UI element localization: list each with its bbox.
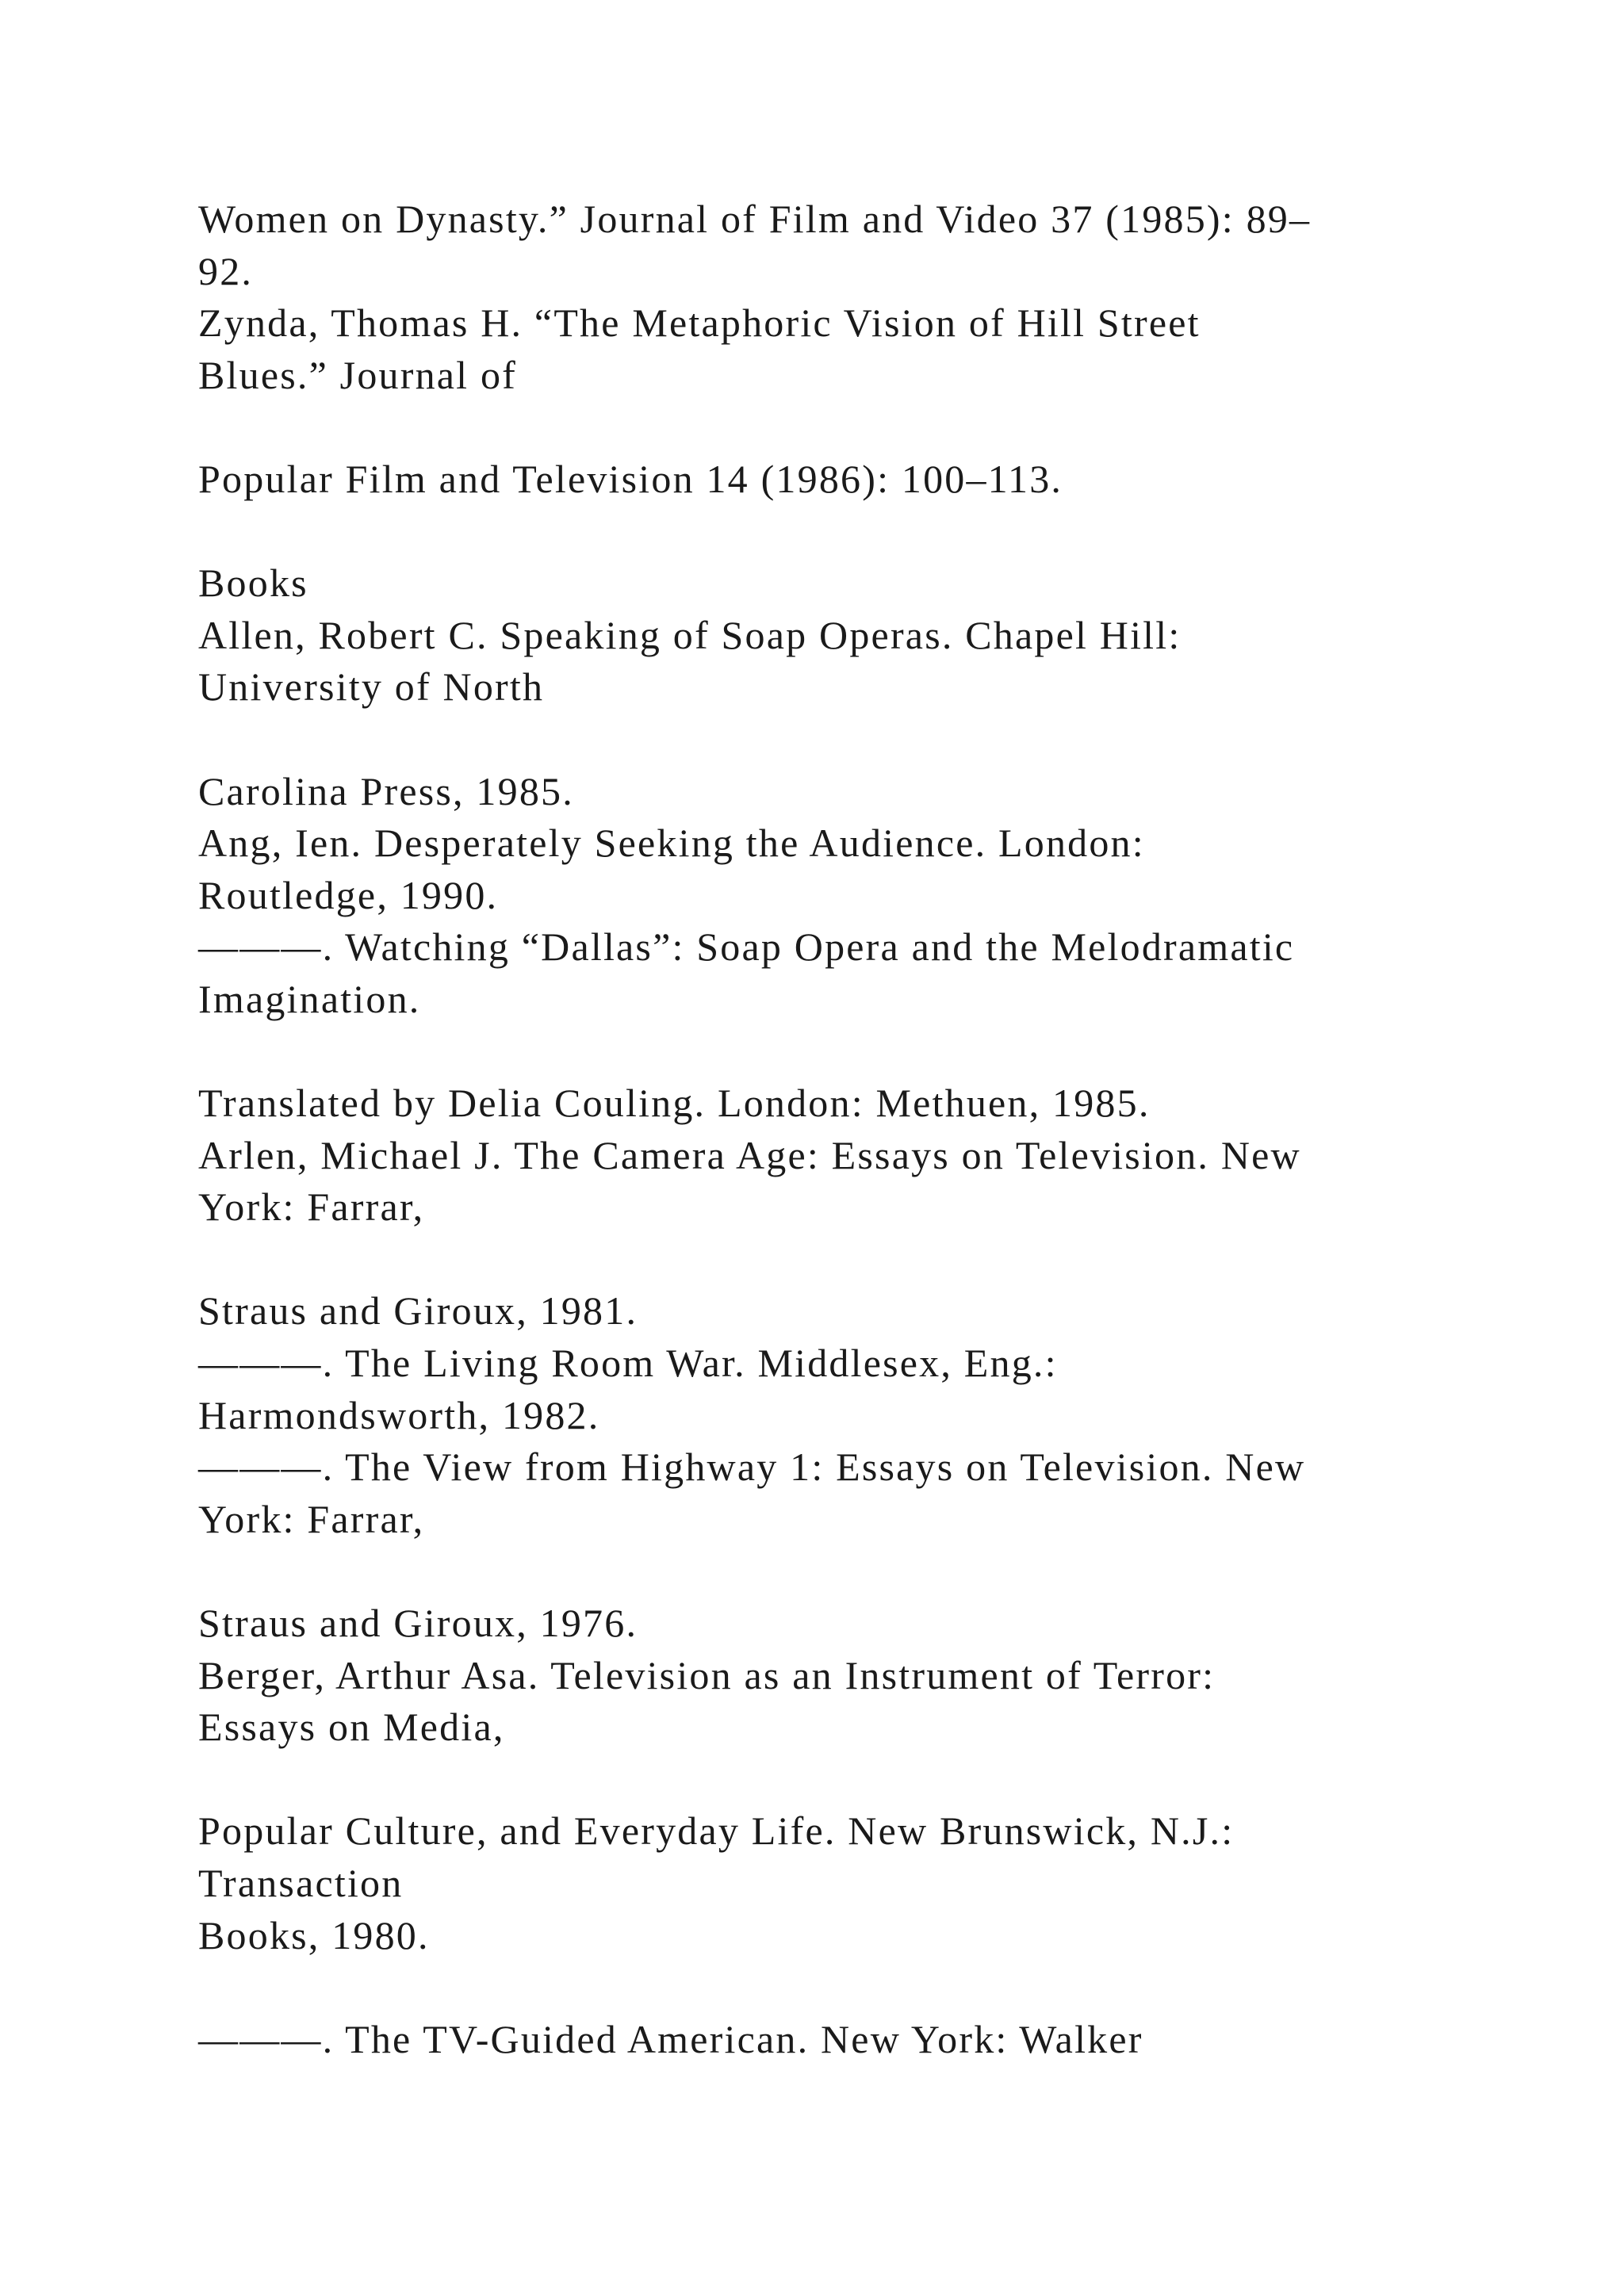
text-line: Carolina Press, 1985. xyxy=(198,768,574,813)
text-line: Popular Film and Television 14 (1986): 100–113. xyxy=(198,456,1063,501)
blank-line xyxy=(198,1026,1467,1078)
text-line: York: Farrar, xyxy=(198,1496,425,1541)
blank-line xyxy=(198,1961,1467,2014)
text-line: Berger, Arthur Asa. Television as an Instrument of Terror: xyxy=(198,1652,1216,1697)
text-line: Arlen, Michael J. The Camera Age: Essays on Television. New xyxy=(198,1132,1301,1177)
bibliography-text xyxy=(198,193,1467,2065)
text-line: Straus and Giroux, 1981. xyxy=(198,1288,638,1334)
text-line: Blues.” Journal of xyxy=(198,352,518,397)
blank-line xyxy=(198,1545,1467,1598)
blank-line xyxy=(198,506,1467,558)
section-heading-books: Books xyxy=(198,561,308,606)
text-line: Straus and Giroux, 1976. xyxy=(198,1601,638,1646)
text-line: Allen, Robert C. Speaking of Soap Operas. Chapel Hill: xyxy=(198,612,1182,657)
text-line: Books, 1980. xyxy=(198,1912,430,1957)
text-line: ———. The Living Room War. Middlesex, Eng.: xyxy=(198,1341,1058,1386)
text-line: University of North xyxy=(198,664,545,710)
text-line: ———. Watching “Dallas”: Soap Opera and the Melodramatic xyxy=(198,924,1295,970)
text-line: Routledge, 1990. xyxy=(198,872,499,917)
text-line: York: Farrar, xyxy=(198,1184,425,1230)
blank-line xyxy=(198,401,1467,453)
text-line: Popular Culture, and Everyday Life. New Brunswick, N.J.: xyxy=(198,1808,1235,1854)
blank-line xyxy=(198,1234,1467,1286)
blank-line xyxy=(198,1754,1467,1806)
blank-line xyxy=(198,714,1467,766)
text-line: Harmondsworth, 1982. xyxy=(198,1392,600,1437)
text-line: ———. The View from Highway 1: Essays on Television. New xyxy=(198,1445,1306,1490)
text-line: Zynda, Thomas H. “The Metaphoric Vision of Hill Street xyxy=(198,300,1201,346)
text-line: Imagination. xyxy=(198,976,421,1021)
text-line: Women on Dynasty.” Journal of Film and Video 37 (1985): 89– xyxy=(198,197,1312,241)
text-line: Ang, Ien. Desperately Seeking the Audience. London: xyxy=(198,821,1145,866)
text-line: ———. The TV-Guided American. New York: Walker xyxy=(198,2016,1143,2061)
text-line: 92. xyxy=(198,248,254,293)
text-line: Transaction xyxy=(198,1861,404,1905)
text-line: Essays on Media, xyxy=(198,1705,505,1750)
text-line: Translated by Delia Couling. London: Methuen, 1985. xyxy=(198,1081,1151,1126)
